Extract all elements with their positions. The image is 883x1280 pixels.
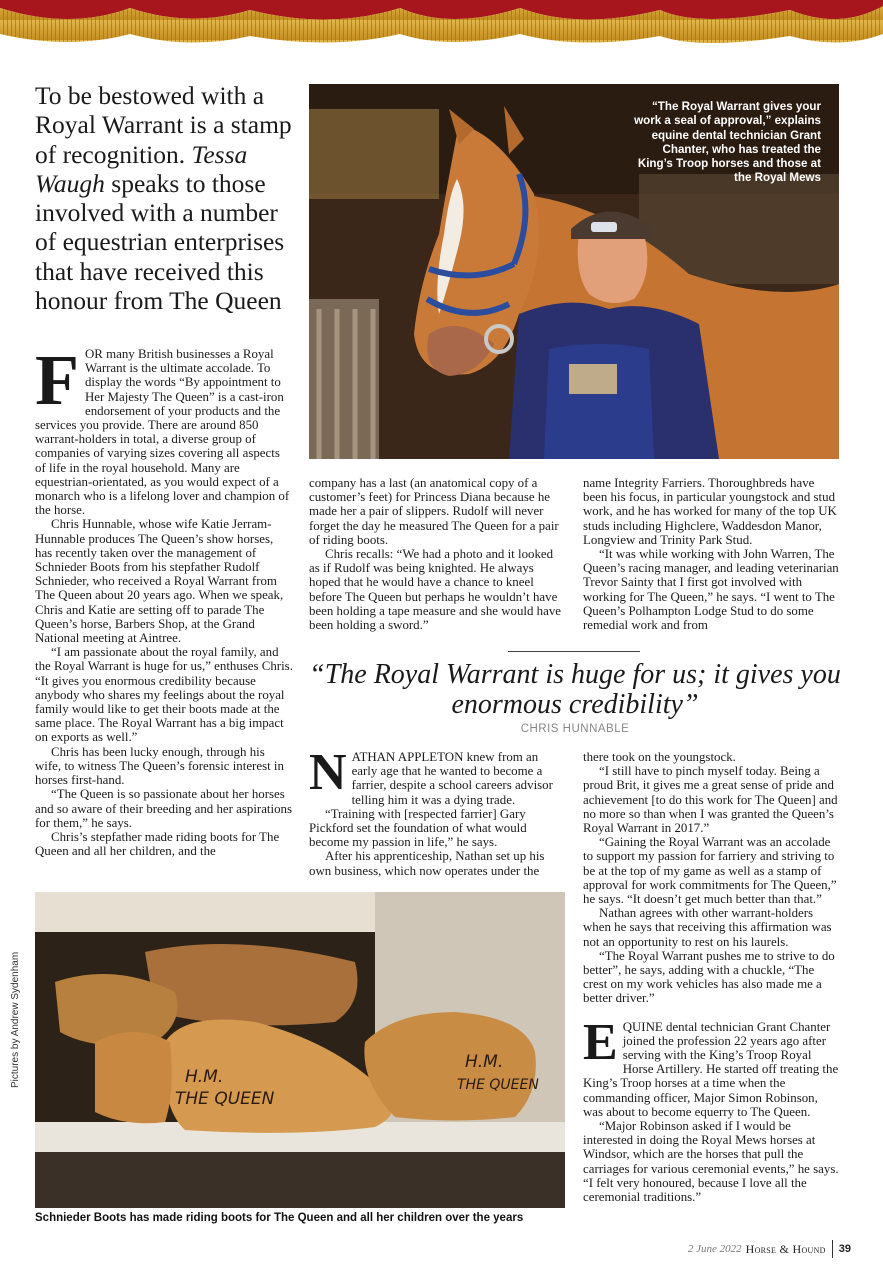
curtain-border bbox=[0, 0, 883, 50]
col3b-paragraph-1: there took on the youngstock. bbox=[583, 750, 736, 764]
col3b-paragraph-7: “Major Robinson asked if I would be interested in doing the Royal Mews horses at Windsor, which are the horses that pull the carriages for various ceremonial events,” he says. “I felt very honoured, because I love all the ceremonial traditions.” bbox=[583, 1119, 839, 1205]
intro-text-a: To be bestowed with a Royal Warrant is a stamp of recognition. bbox=[35, 81, 292, 169]
col1-paragraph-1: OR many British businesses a Royal Warrant is the ultimate accolade. To display the words “By appointment to Her Majesty The Queen” is a cast-iron endorsement of your products and the services you provide. There are around 850 warrant-holders in total, a diverse group of companies of varying sizes covering all aspects of life in the royal household. Many are equestrian-orientated, as you would expect of a monarch who is a lifelong lover and champion of the horse. bbox=[35, 347, 290, 518]
col3b-paragraph-6: QUINE dental technician Grant Chanter joined the profession 22 years ago after serving with the King’s Troop Royal Horse Artillery. He started off treating the King’s Troop horses at a time when the commanding officer, Major Simon Robinson, was about to become equerry to The Queen. bbox=[583, 1019, 839, 1119]
boot-lasts-photo bbox=[35, 892, 565, 1208]
col1-paragraph-5: “The Queen is so passionate about her horses and so aware of their breeding and her aspirations for them,” he says. bbox=[35, 787, 293, 830]
col2-paragraph-1: company has a last (an anatomical copy of a customer’s feet) for Princess Diana because he made her a pair of slippers. Rudolf will never forget the day he measured The Queen for a pair of riding boots. bbox=[309, 476, 559, 547]
col2b-paragraph-1: ATHAN APPLETON knew from an early age that he wanted to become a farrier, despite a school careers advisor telling him it was a dying trade. bbox=[351, 750, 553, 807]
col1-paragraph-4: Chris has been lucky enough, through his wife, to witness The Queen’s forensic interest in horses first-hand. bbox=[35, 744, 284, 788]
article-column-3 bbox=[583, 476, 841, 632]
col3b-paragraph-2: “I still have to pinch myself today. Being a proud Brit, it gives me a great sense of pride and achievement [to do this work for The Queen] and no more so than when I was granted the Queen’s Royal Warrant in 2017.” bbox=[583, 764, 838, 836]
col3b-paragraph-5: “The Royal Warrant pushes me to strive to do better”, he says, adding with a chuckle, “The crest on my work vehicles has also made me a better driver.” bbox=[583, 948, 835, 1006]
dropcap-f: F bbox=[35, 340, 79, 420]
horse-photo-image bbox=[309, 84, 839, 459]
article-column-2-lower bbox=[309, 744, 563, 878]
col3-paragraph-1: name Integrity Farriers. Thoroughbreds have been his focus, in particular youngstock and stud work, and he has worked for many of the top UK studs including Highclere, Waddesdon Manor, Longview and Trinity Park Stud. bbox=[583, 476, 837, 547]
last-label-queen-1: THE QUEEN bbox=[175, 1089, 275, 1109]
last-label-queen-2: THE QUEEN bbox=[457, 1077, 539, 1093]
intro-text-b: speaks to those involved with a number of equestrian enterprises that have received this honour from The Queen bbox=[35, 168, 285, 316]
col3b-paragraph-4: Nathan agrees with other warrant-holders when he says that receiving this affirmation was not an opportunity to rest on his laurels. bbox=[583, 906, 832, 949]
photo1-caption bbox=[309, 84, 839, 224]
page-number: 39 bbox=[838, 1243, 851, 1255]
pullquote-rule bbox=[508, 651, 640, 652]
col2b-paragraph-2: “Training with [respected farrier] Gary Pickford set the foundation of what would become my passion in life,” he says. bbox=[309, 806, 527, 850]
issue-date: 2 June 2022 bbox=[687, 1243, 742, 1255]
article-column-2 bbox=[309, 476, 563, 632]
article-column-3-lower bbox=[583, 750, 841, 1204]
intro-author: Tessa Waugh bbox=[35, 139, 248, 198]
boot-lasts-image bbox=[35, 892, 565, 1208]
last-label-hm-1: H.M. bbox=[185, 1067, 224, 1087]
col1-paragraph-3: “I am passionate about the royal family, and the Royal Warrant is huge for us,” enthuses Chris. “It gives you enormous credibility because anybody who shares my feelings about the royal family would like to get their boots made at the same place. The Royal Warrant has a big impact on exports as well.” bbox=[35, 645, 293, 745]
footer-divider bbox=[832, 1240, 833, 1258]
page-footer bbox=[688, 1240, 851, 1258]
col1-paragraph-6: Chris’s stepfather made riding boots for The Queen and all her children, and the bbox=[35, 829, 280, 859]
dropcap-n: N bbox=[309, 744, 347, 801]
col3b-paragraph-3: “Gaining the Royal Warrant was an accolade to support my passion for farriery and striving to be at the top of my game as well as a stamp of approval for work commitments for The Queen,” he says. “It doesn’t get much better than that.” bbox=[583, 835, 837, 907]
pullquote: “The Royal Warrant is huge for us; it gives you enormous credibility” bbox=[309, 659, 841, 720]
col1-paragraph-2: Chris Hunnable, whose wife Katie Jerram-Hunnable produces The Queen’s show horses, has recently taken over the management of Schnieder Boots from his stepfather Rudolf Schnieder, who received a Royal Warrant from The Queen about 20 years ago. When we speak, Chris and Katie are setting off to parade The Queen’s horse, Barbers Shop, at the Grand National meeting at Aintree. bbox=[35, 517, 284, 646]
col2-paragraph-2: Chris recalls: “We had a photo and it looked as if Rudolf was being knighted. He always hoped that he would have a chance to kneel before The Queen but perhaps he wouldn’t have been holding a tape measure and she would have been holding a sword.” bbox=[309, 547, 561, 633]
last-label-hm-2: H.M. bbox=[465, 1052, 504, 1072]
intro-standfirst bbox=[35, 81, 305, 315]
photo-credit: Pictures by Andrew Sydenham bbox=[10, 951, 21, 1088]
photo2-caption: Schnieder Boots has made riding boots for The Queen and all her children over the years bbox=[35, 1212, 524, 1224]
article-column-1 bbox=[35, 340, 293, 859]
horse-photo bbox=[309, 84, 839, 459]
col3-paragraph-2: “It was while working with John Warren, The Queen’s racing manager, and leading veterinarian Trevor Sainty that I first got involved with working for The Queen,” he says. “I went to The Queen’s Polhampton Lodge Stud to do some remedial work and from bbox=[583, 547, 839, 633]
photo1-caption-text: “The Royal Warrant gives your work a seal of approval,” explains equine dental technician Grant Chanter, who has treated the King’s Troop horses and those at the Royal Mews bbox=[634, 100, 821, 185]
pullquote-author: CHRIS HUNNABLE bbox=[520, 723, 630, 735]
magazine-name: Horse & Hound bbox=[745, 1241, 826, 1256]
col2b-paragraph-3: After his apprenticeship, Nathan set up his own business, which now operates under the bbox=[309, 849, 545, 878]
dropcap-e: E bbox=[583, 1013, 618, 1071]
